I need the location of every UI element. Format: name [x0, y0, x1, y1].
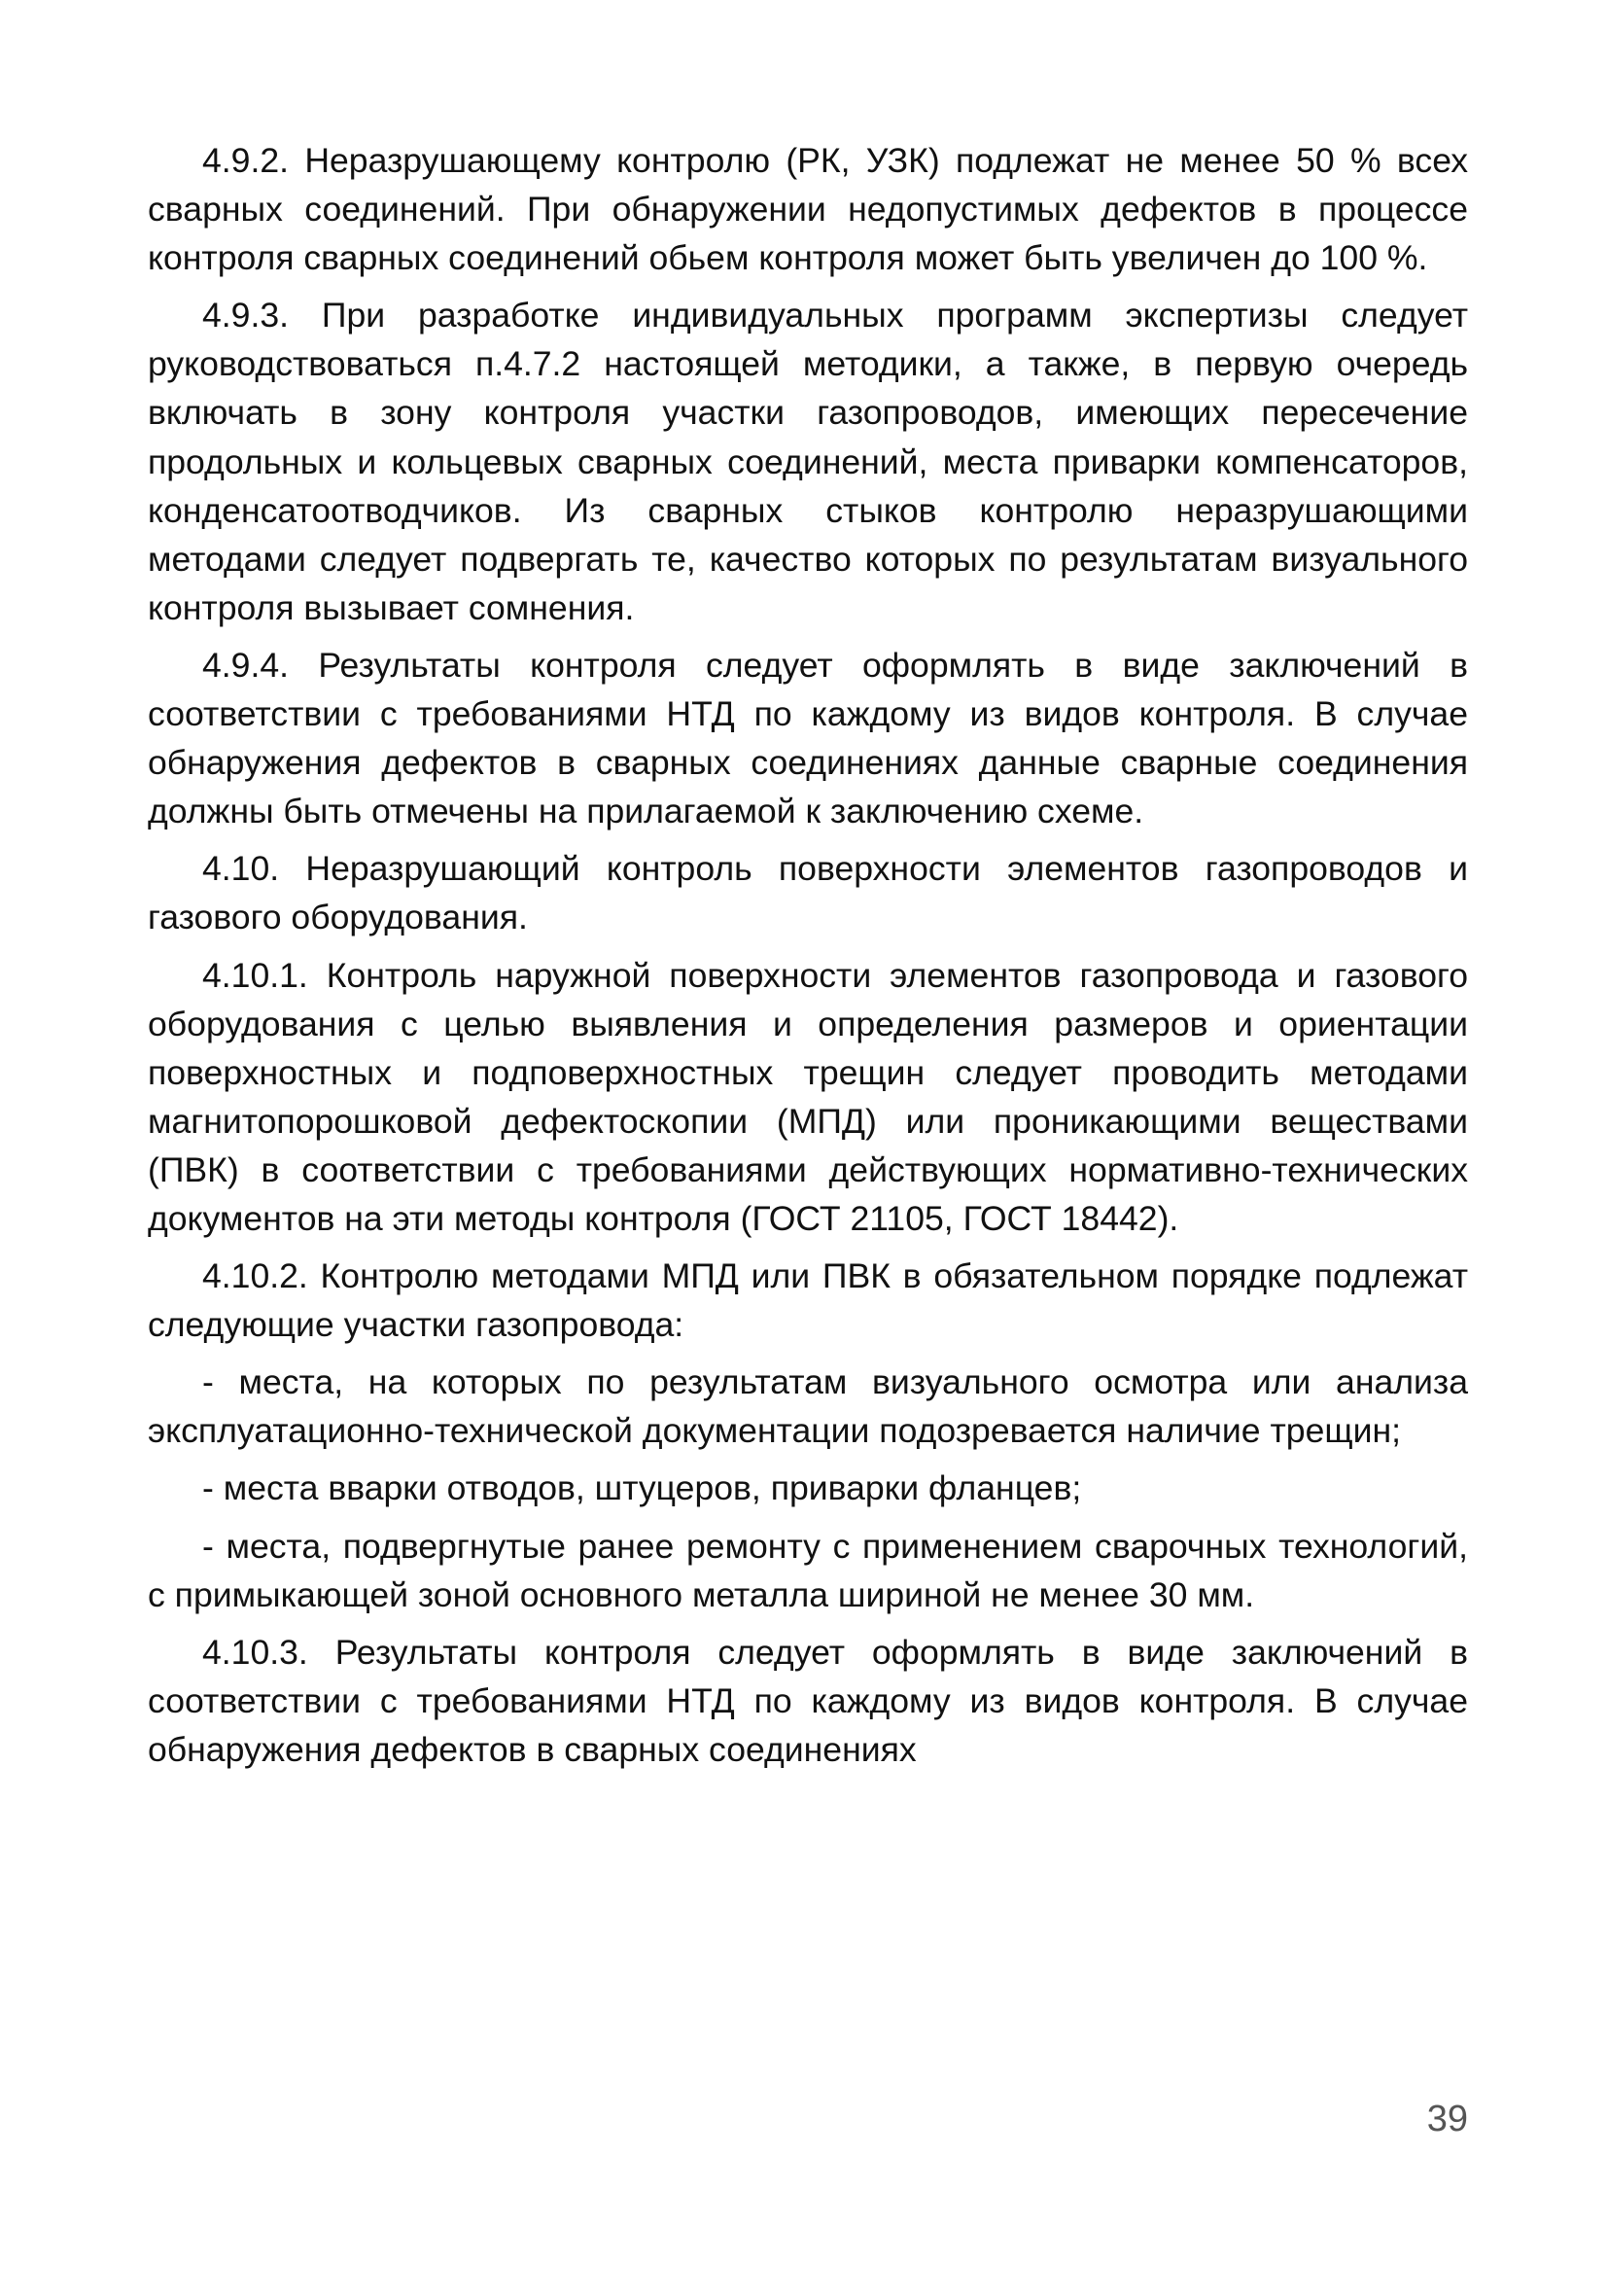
paragraph-4-9-2: 4.9.2. Неразрушающему контролю (РК, УЗК) подлежат не менее 50 % всех сварных соединений. При обнаружении недопустимых дефектов в процессе контроля сварных соединений обьем контроля может быть увеличен до 100 %. — [148, 141, 1468, 278]
list-item-cracks: - места, на которых по результатам визуального осмотра или анализа эксплуатационно-технической документации подозревается наличие трещин; — [148, 1362, 1468, 1451]
list-item-repaired: - места, подвергнутые ранее ремонту с применением сварочных технологий, с примыкающей зоной основного металла шириной не менее 30 мм. — [148, 1526, 1468, 1614]
paragraph-4-9-4: 4.9.4. Результаты контроля следует оформлять в виде заключений в соответствии с требованиями НТД по каждому из видов контроля. В случае обнаружения дефектов в сварных соединениях данные сварные соединения должны быть отмечены на прилагаемой к заключению схеме. — [148, 645, 1468, 831]
page-number: 39 — [1426, 2099, 1468, 2139]
body-text — [148, 136, 1468, 1783]
paragraph-4-9-3: 4.9.3. При разработке индивидуальных программ экспертизы следует руководствоваться п.4.7.2 настоящей методики, а также, в первую очередь включать в зону контроля участки газопроводов, имеющих пересечение продольных и кольцевых сварных соединений, места приварки компенсаторов, конденсатоотводчиков. Из сварных стыков контролю неразрушающими методами следует подвергать те, качество которых по результатам визуального контроля вызывает сомнения. — [148, 296, 1468, 627]
paragraph-4-10-3: 4.10.3. Результаты контроля следует оформлять в виде заключений в соответствии с требованиями НТД по каждому из видов контроля. В случае обнаружения дефектов в сварных соединениях — [148, 1632, 1468, 1769]
paragraph-4-10-2: 4.10.2. Контролю методами МПД или ПВК в обязательном порядке подлежат следующие участки газопровода: — [148, 1256, 1468, 1345]
paragraph-4-10: 4.10. Неразрушающий контроль поверхности элементов газопроводов и газового оборудования. — [148, 849, 1468, 937]
list-item-welds: - места вварки отводов, штуцеров, приварки фланцев; — [202, 1468, 1082, 1508]
paragraph-4-10-1: 4.10.1. Контроль наружной поверхности элементов газопровода и газового оборудования с целью выявления и определения размеров и ориентации поверхностных и подповерхностных трещин следует проводить методами магнитопорошковой дефектоскопии (МПД) или проникающими веществами (ПВК) в соответствии с требованиями действующих нормативно-технических документов на эти методы контроля (ГОСТ 21105, ГОСТ 18442). — [148, 955, 1468, 1238]
